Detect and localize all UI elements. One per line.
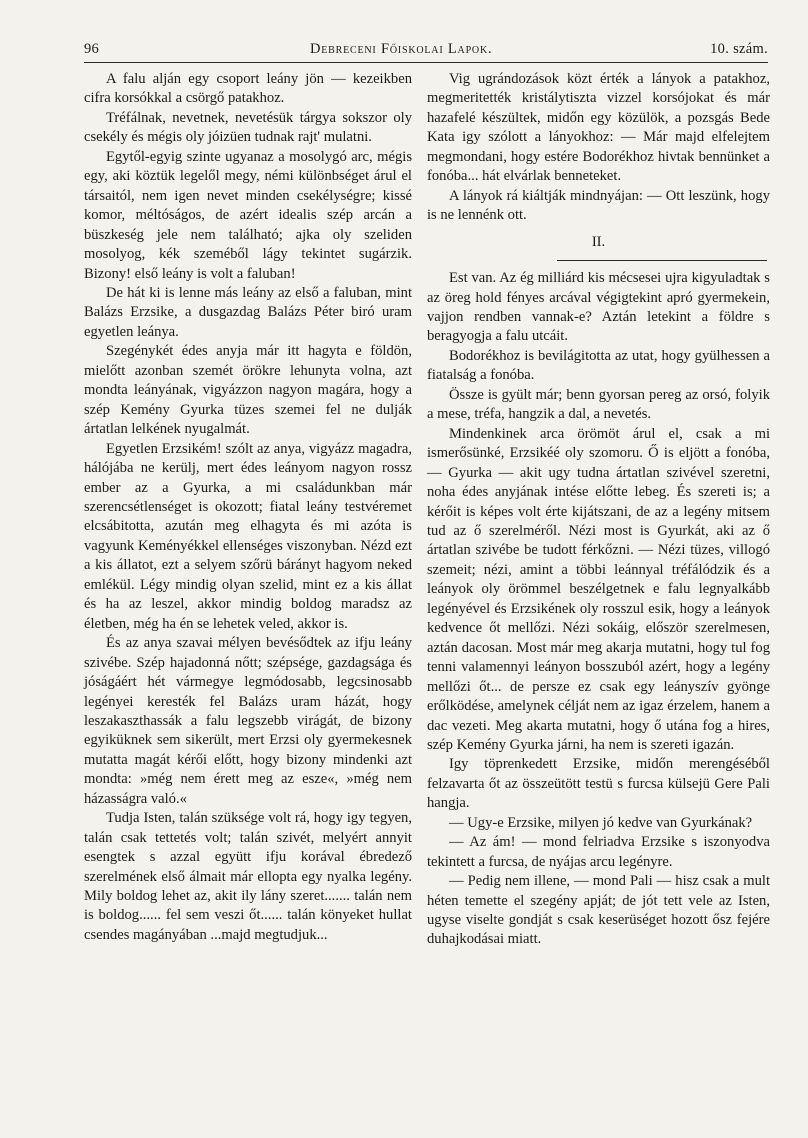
paragraph: — Az ám! — mond felriadva Erzsike s iszonyodva tekintett a furcsa, de nyájas arcu legényre. (427, 834, 770, 870)
paragraph: A lányok rá kiáltják mindnyájan: — Ott leszünk, hogy is ne lennénk ott. (427, 187, 770, 224)
paragraph: A falu alján egy csoport leány jön — kezeikben cifra korsókkal a csörgő patakhoz. (84, 71, 412, 107)
running-header (84, 38, 768, 60)
paragraph: Egyetlen Erzsikém! szólt az anya, vigyázz magadra, hálójába ne kerülj, mert édes leányom nagyon rossz ember az a Gyurka, a mi családunkban már szerencsétlenséget is okozott; fiatal leány testvéremet elcsábitotta, azután meg elhagyta és mi azóta is vagyunk Keményékkel ellenséges viszonyban. Nézd ezt a kis állatot, ezt a selyem szőrü bárányt hagyom neked emlékül. Légy mindig olyan szelid, mint ez a kis állat és ha az leszel, akkor mindig boldog maradsz az életben, még ha én se lehetek veled, akkor is. (84, 440, 412, 632)
paragraph: Vig ugrándozások közt érték a lányok a patakhoz, megmeritették kristálytiszta vizzel korsójokat és már hazafelé készültek, midőn egy közülök, a pozsgás Bede Kata igy szólott a lányokhoz: — Már majd elfelejtem megmondani, hogy estére Bodorékhoz hivtak bennünket a fonóba... hát elvárlak benneteket. (427, 71, 770, 185)
journal-title: Debreceni Főiskolai Lapok. (310, 41, 493, 57)
left-column (84, 70, 412, 945)
paragraph: Est van. Az ég milliárd kis mécsesei ujra kigyuladtak s az öreg hold fényes arcával végigtekint apró gyermekein, vajjon rendben vannak-e? Aztán letekint a földre s beragyogja a falu utcáit. (427, 270, 770, 345)
section-number: II. (591, 233, 606, 250)
header-rule (84, 62, 768, 63)
paragraph: Bodorékhoz is bevilágitotta az utat, hogy gyülhessen a fiatalság a fonóba. (427, 347, 770, 384)
paragraph: Mindenkinek arca örömöt árul el, csak a mi ismerősünké, Erzsikéé oly szomoru. Ő is eljött a fonóba, — Gyurka — akit ugy tudna ártatlan szivével szeretni, noha édes anyjának intése előtte lebeg. És szereti is; a kérőit is képes volt érte kijátszani, de az a legény mitsem tud az ő szerelméről. Nézi most is Gyurkát, aki az ő ártatlan szivébe be tudott férkőzni. — Nézi tüzes, villogó szemeit; nézi, amint a többi leánnyal tréfálódzik és a leányok oly örömmel beszélgetnek e falu legnyalkább legényével és Erzsikének oly rosszul esik, hogy a leányok kedvence őt mellőzi. Nézi sokáig, először szerelmesen, aztán dacosan. Most már meg akarja mutatni, hogy tul fog tenni valamennyi leányon bosszuból azért, hogy a legény mellőzi őt... de persze ez csak egy leányszív gyönge erőlködése, amelynek célját nem az igaz érzelem, hanem a dac vezeti. Meg akarta mutatni, hogy ő utána fog a hires, szép Kemény Gyurka járni, ha nem is szereti igazán. (427, 425, 770, 753)
paragraph: — Pedig nem illene, — mond Pali — hisz csak a mult héten temette el szegény apját; de jót tett vele az Isten, ugyse viselte gondját s csak keserüséget hozott ősz fejére duhajkodásai miatt. (427, 873, 770, 948)
section-rule (557, 260, 767, 261)
paragraph: Igy töprenkedett Erzsike, midőn merengéséből felzavarta őt az összeütött testü s furcsa külsejü Gere Pali hangja. (427, 756, 770, 812)
paragraph: — Ugy-e Erzsike, milyen jó kedve van Gyurkának? (449, 814, 753, 831)
paragraph: És az anya szavai mélyen bevésődtek az ifju leány szivébe. Szép hajadonná nőtt; szépsége, gazdagsága és jóságáért hét vármegye legmódosabb, legcsinosabb legényei keresték fel Balázs uram házát, hogy leszakaszthassák a falu legszebb virágát, de bizony egyiküknek sem sikerült, mert Erzsi oly gyermekesnek mutatta magát kérői előtt, hogy bizony mindenki azt mondta: »még nem érett meg az esze«, »még nem házasságra való.« (84, 635, 412, 807)
paragraph: Tréfálnak, nevetnek, nevetésük tárgya sokszor oly csekély és mégis oly jóizüen tudnak rajt' mulatni. (84, 109, 412, 146)
paragraph: Tudja Isten, talán szüksége volt rá, hogy igy tegyen, talán csak tettetés volt; talán szivét, melyért annyit esengtek s azzal együtt ifju korával ébredező szerelmének első álmait már ellopta egy nyalka legény. Mily boldog lehet az, akit ily lány szeret....... talán nem is boldog...... fel sem veszi őt...... talán könyeket hullat csendes magányában ...majd megtudjuk... (84, 810, 412, 943)
right-column (427, 70, 770, 950)
paragraph: De hát ki is lenne más leány az első a faluban, mint Balázs Erzsike, a dusgazdag Balázs Péter biró uram egyetlen leánya. (84, 284, 412, 340)
paragraph: Szegénykét édes anyja már itt hagyta e földön, mielőtt azonban szemét örökre lehunyta volna, azt mondta leányának, vigyázzon nagyon magára, hogy a szép Kemény Gyurka tüzes szemei fel ne dulják ártatlan lelkének nyugalmát. (84, 343, 412, 438)
issue-number: 10. szám. (710, 41, 768, 57)
paragraph: Össze is gyült már; benn gyorsan pereg az orsó, folyik a mese, tréfa, hangzik a dal, a nevetés. (427, 386, 770, 423)
paragraph: Egytől-egyig szinte ugyanaz a mosolygó arc, mégis egy, aki köztük legelől megy, némi különbséget árul el társaitól, nem igen nevet minden csekélységre; kissé komor, méltóságos, de azért idealis szép arcán a büszkeség jele nem található; ajka oly szeliden mosolyog, kék szeméből lágy tekintet sugárzik. Bizony! első leány is volt a faluban! (84, 148, 412, 282)
page-number: 96 (84, 41, 100, 57)
